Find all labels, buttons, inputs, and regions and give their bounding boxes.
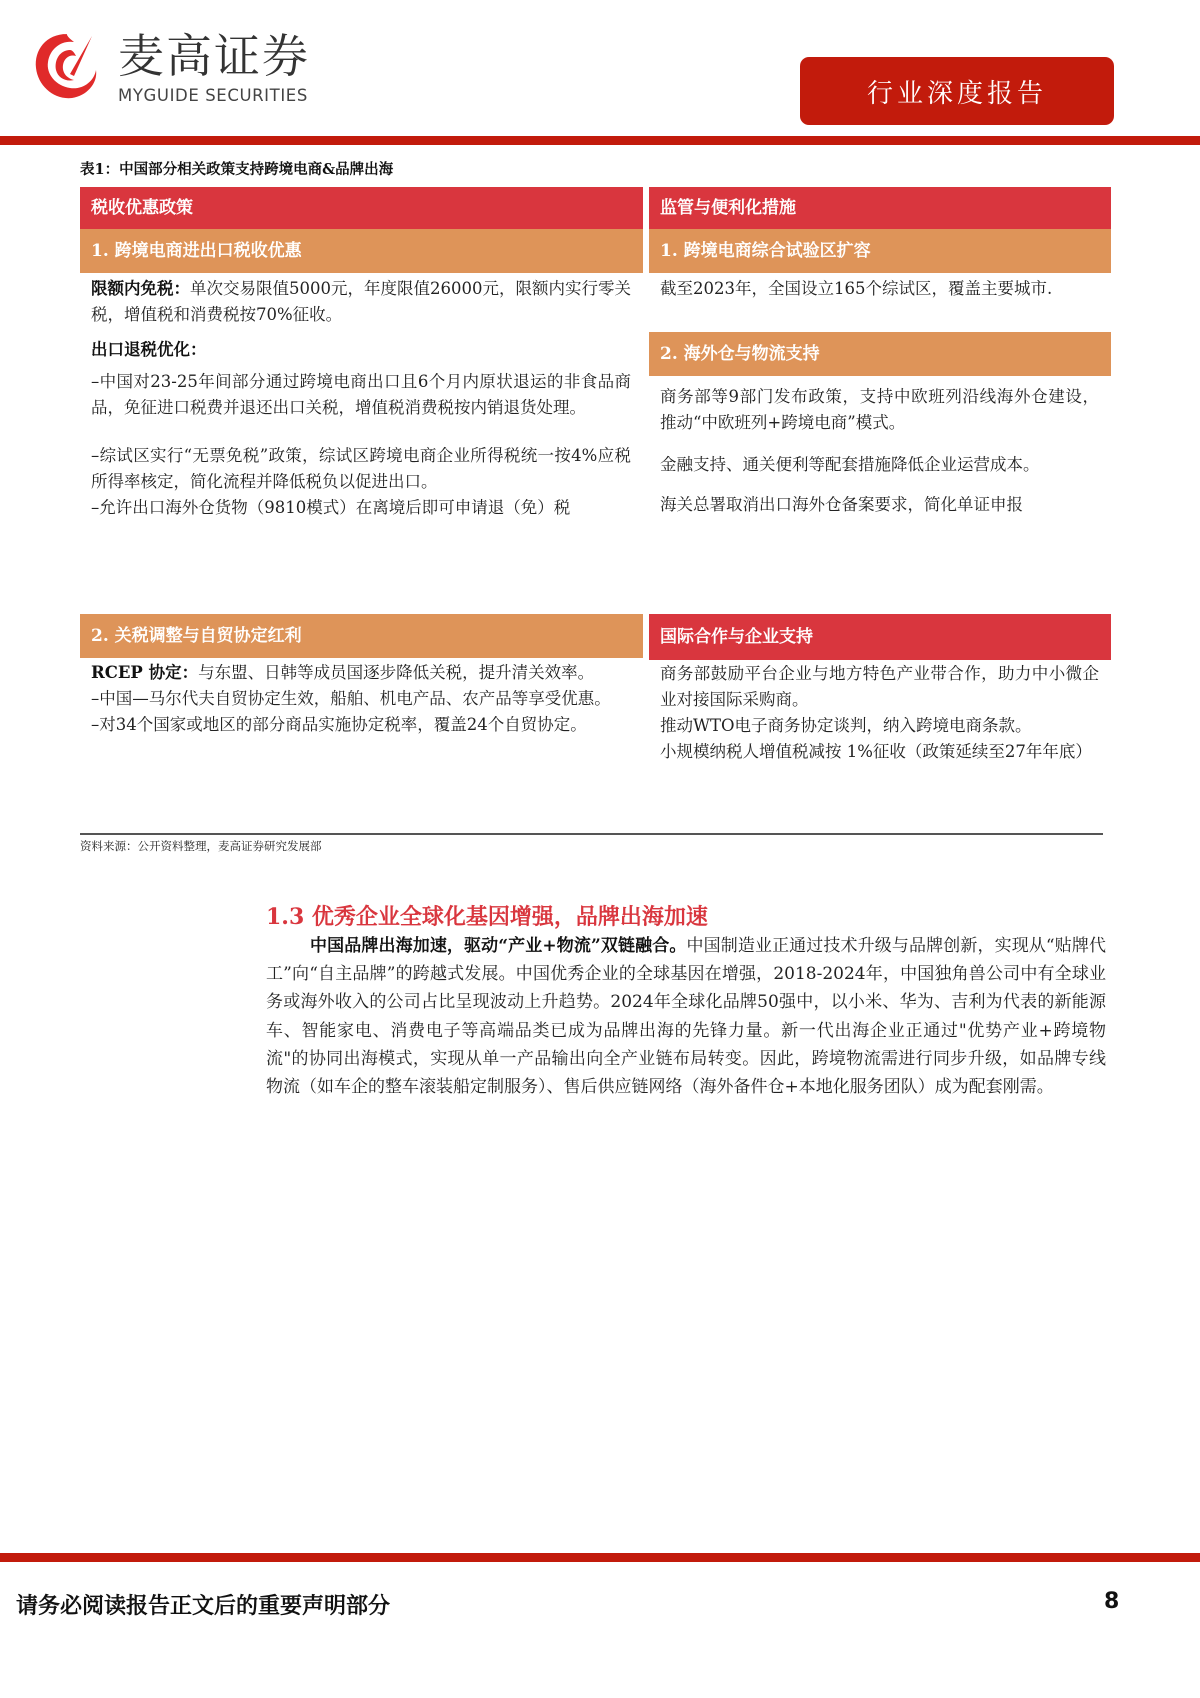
cell-label: 限额内免税： xyxy=(91,279,191,298)
report-type-badge: 行业深度报告 xyxy=(800,57,1114,125)
table-cell xyxy=(80,276,643,328)
table-cell xyxy=(80,337,643,363)
cell-text: –允许出口海外仓货物（9810模式）在离境后即可申请退（免）税 xyxy=(91,498,571,517)
table-cell xyxy=(649,661,1111,713)
table-right-column xyxy=(649,187,1111,761)
table-cell xyxy=(80,443,643,495)
table-cell xyxy=(80,369,643,421)
cell-text: 金融支持、通关便利等配套措施降低企业运营成本。 xyxy=(660,455,1040,474)
cell-text: 商务部鼓励平台企业与地方特色产业带合作，助力中小微企业对接国际采购商。 xyxy=(660,664,1099,709)
cell-text: 推动WTO电子商务协定谈判，纳入跨境电商条款。 xyxy=(660,716,1032,735)
table-cell xyxy=(649,384,1111,436)
cell-text: –中国对23-25年间部分通过跨境电商出口且6个月内原状退运的非食品商品，免征进口税费并退还出口关税，增值税消费税按内销退货处理。 xyxy=(91,372,631,417)
header-divider xyxy=(0,136,1200,145)
cell-text: 单次交易限值5000元，年度限值26000元，限额内实行零关税，增值税和消费税按70%征收。 xyxy=(91,279,632,324)
table-cell xyxy=(649,452,1111,478)
footer-divider xyxy=(0,1553,1200,1562)
cell-text: 截至2023年，全国设立165个综试区，覆盖主要城市. xyxy=(660,279,1053,298)
cell-text: –对34个国家或地区的部分商品实施协定税率，覆盖24个自贸协定。 xyxy=(91,715,587,734)
table-cell xyxy=(649,739,1111,765)
lead-sentence: 中国品牌出海加速，驱动“产业+物流”双链融合。 xyxy=(310,936,687,956)
brand-name-en: MYGUIDE SECURITIES xyxy=(118,86,308,105)
subheader-pilot-zones: 1. 跨境电商综合试验区扩容 xyxy=(649,229,1111,273)
page-number: 8 xyxy=(1104,1589,1120,1614)
table-caption: 表1：中国部分相关政策支持跨境电商&品牌出海 xyxy=(80,161,394,178)
cell-text: –中国—马尔代夫自贸协定生效，船舶、机电产品、农产品等享受优惠。 xyxy=(91,689,611,708)
table-cell xyxy=(80,686,643,712)
cell-text: 商务部等9部门发布政策，支持中欧班列沿线海外仓建设，推动“中欧班列+跨境电商”模式。 xyxy=(660,387,1099,432)
cell-label: 出口退税优化： xyxy=(91,340,207,359)
subheader-overseas-warehouse: 2. 海外仓与物流支持 xyxy=(649,332,1111,376)
subheader-tariff-fta: 2. 关税调整与自贸协定红利 xyxy=(80,614,643,658)
cell-text: 小规模纳税人增值税减按 1%征收（政策延续至27年年底） xyxy=(660,742,1092,761)
table-cell xyxy=(80,495,643,521)
table-header-regulation: 监管与便利化措施 xyxy=(649,187,1111,229)
table-cell xyxy=(649,713,1111,739)
section-heading: 1.3 优秀企业全球化基因增强，品牌出海加速 xyxy=(266,904,708,930)
swirl-logo-icon xyxy=(30,30,104,104)
table-source: 资料来源：公开资料整理，麦高证券研究发展部 xyxy=(80,839,322,853)
table-cell xyxy=(80,660,643,686)
table-cell xyxy=(649,492,1111,518)
body-paragraph xyxy=(266,932,1106,1101)
subheader-crossborder-tax: 1. 跨境电商进出口税收优惠 xyxy=(80,229,643,273)
cell-label: RCEP 协定： xyxy=(91,663,199,682)
cell-text: –综试区实行“无票免税”政策，综试区跨境电商企业所得税统一按4%应税所得率核定，简化流程并降低税负以促进出口。 xyxy=(91,446,631,491)
cell-text: 海关总署取消出口海外仓备案要求，简化单证申报 xyxy=(660,495,1023,514)
table-header-tax: 税收优惠政策 xyxy=(80,187,643,229)
table-header-intl-cooperation: 国际合作与企业支持 xyxy=(649,614,1111,660)
disclaimer-note: 请务必阅读报告正文后的重要声明部分 xyxy=(16,1593,391,1619)
table-cell xyxy=(80,712,643,738)
table-bottom-divider xyxy=(80,833,1103,835)
table-left-column xyxy=(80,187,643,734)
body-text: 中国制造业正通过技术升级与品牌创新，实现从“贴牌代工”向“自主品牌”的跨越式发展。中国优秀企业的全球基因在增强，2018-2024年，中国独角兽公司中有全球业务或海外收入的公司占比呈现波动上升趋势。2024年全球化品牌50强中，以小米、华为、吉利为代表的新能源车、智能家电、消费电子等高端品类已成为品牌出海的先锋力量。新一代出海企业正通过"优势产业+跨境物流"的协同出海模式，实现从单一产品输出向全产业链布局转变。因此，跨境物流需进行同步升级，如品牌专线物流（如车企的整车滚装船定制服务）、售后供应链网络（海外备件仓+本地化服务团队）成为配套刚需。 xyxy=(266,936,1106,1098)
cell-text: 与东盟、日韩等成员国逐步降低关税，提升清关效率。 xyxy=(198,663,595,682)
table-cell xyxy=(649,276,1111,302)
brand-name-cn: 麦高证券 xyxy=(118,29,310,83)
